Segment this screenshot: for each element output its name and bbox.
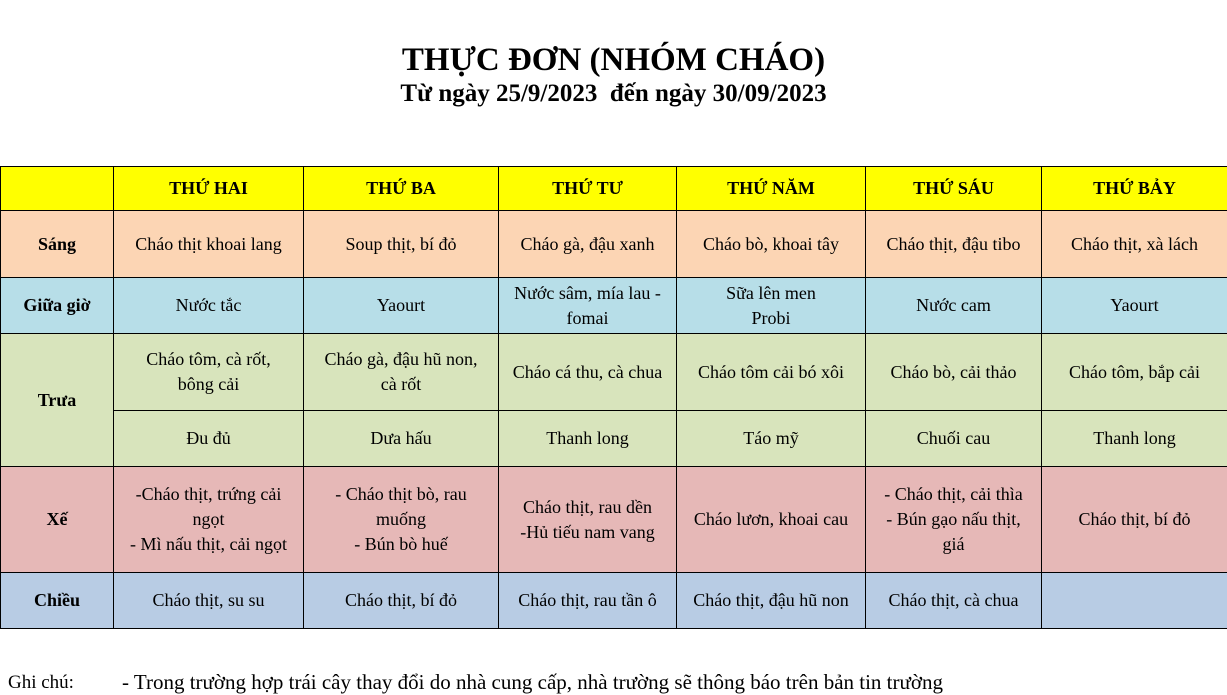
row-label-xe: Xế xyxy=(1,467,114,573)
menu-cell: Cháo thịt, đậu tibo xyxy=(866,211,1042,278)
row-label-trua: Trưa xyxy=(1,334,114,467)
menu-cell: Cháo thịt, xà lách xyxy=(1042,211,1227,278)
menu-cell: Cháo tôm cải bó xôi xyxy=(677,334,866,411)
note-text: - Trong trường hợp trái cây thay đổi do nhà cung cấp, nhà trường sẽ thông báo trên bản tin trường xyxy=(122,670,943,694)
menu-cell: Cháo thịt khoai lang xyxy=(114,211,304,278)
menu-cell: Yaourt xyxy=(1042,278,1227,334)
menu-cell: Thanh long xyxy=(499,411,677,467)
day-header-sat: THỨ BẢY xyxy=(1042,167,1227,211)
lunch-row xyxy=(1,334,1227,411)
menu-cell: Thanh long xyxy=(1042,411,1227,467)
menu-cell: Cháo thịt, rau tần ô xyxy=(499,573,677,629)
menu-cell: Đu đủ xyxy=(114,411,304,467)
menu-cell: Cháo thịt, su su xyxy=(114,573,304,629)
day-header-row xyxy=(1,167,1227,211)
menu-cell: Táo mỹ xyxy=(677,411,866,467)
afternoon-snack-row xyxy=(1,467,1227,573)
weekly-menu-table xyxy=(0,166,1227,629)
menu-title: THỰC ĐƠN (NHÓM CHÁO) xyxy=(401,42,826,78)
menu-cell: Cháo thịt, cà chua xyxy=(866,573,1042,629)
breakfast-row xyxy=(1,211,1227,278)
day-header-wed: THỨ TƯ xyxy=(499,167,677,211)
menu-cell: Soup thịt, bí đỏ xyxy=(304,211,499,278)
menu-cell: - Cháo thịt, cải thìa - Bún gạo nấu thịt, giá xyxy=(866,467,1042,573)
day-header-mon: THỨ HAI xyxy=(114,167,304,211)
menu-cell: Cháo tôm, cà rốt, bông cải xyxy=(114,334,304,411)
mid-morning-row xyxy=(1,278,1227,334)
row-label-sang: Sáng xyxy=(1,211,114,278)
date-range-subtitle: Từ ngày 25/9/2023 đến ngày 30/09/2023 xyxy=(400,80,827,107)
menu-cell: Cháo tôm, bắp cải xyxy=(1042,334,1227,411)
menu-cell: Nước sâm, mía lau - fomai xyxy=(499,278,677,334)
menu-cell: Cháo thịt, bí đỏ xyxy=(304,573,499,629)
menu-cell xyxy=(1042,573,1227,629)
menu-cell: Cháo lươn, khoai cau xyxy=(677,467,866,573)
menu-cell: Cháo gà, đậu xanh xyxy=(499,211,677,278)
row-label-giua-gio: Giữa giờ xyxy=(1,278,114,334)
menu-cell: Sữa lên men Probi xyxy=(677,278,866,334)
row-label-chieu: Chiều xyxy=(1,573,114,629)
day-header-thu: THỨ NĂM xyxy=(677,167,866,211)
menu-cell: Dưa hấu xyxy=(304,411,499,467)
menu-cell: Cháo cá thu, cà chua xyxy=(499,334,677,411)
note-label: Ghi chú: xyxy=(8,672,74,693)
menu-cell: Yaourt xyxy=(304,278,499,334)
menu-cell: - Cháo thịt bò, rau muống - Bún bò huế xyxy=(304,467,499,573)
corner-cell xyxy=(1,167,114,211)
lunch-fruit-row xyxy=(1,411,1227,467)
dinner-row xyxy=(1,573,1227,629)
day-header-tue: THỨ BA xyxy=(304,167,499,211)
menu-cell: Chuối cau xyxy=(866,411,1042,467)
menu-cell: Cháo bò, cải thảo xyxy=(866,334,1042,411)
day-header-fri: THỨ SÁU xyxy=(866,167,1042,211)
menu-cell: Cháo thịt, đậu hũ non xyxy=(677,573,866,629)
menu-cell: Nước cam xyxy=(866,278,1042,334)
menu-cell: -Cháo thịt, trứng cải ngọt - Mì nấu thịt, cải ngọt xyxy=(114,467,304,573)
menu-cell: Cháo gà, đậu hũ non, cà rốt xyxy=(304,334,499,411)
menu-cell: Cháo bò, khoai tây xyxy=(677,211,866,278)
menu-cell: Nước tắc xyxy=(114,278,304,334)
menu-cell: Cháo thịt, rau dền -Hủ tiếu nam vang xyxy=(499,467,677,573)
menu-cell: Cháo thịt, bí đỏ xyxy=(1042,467,1227,573)
